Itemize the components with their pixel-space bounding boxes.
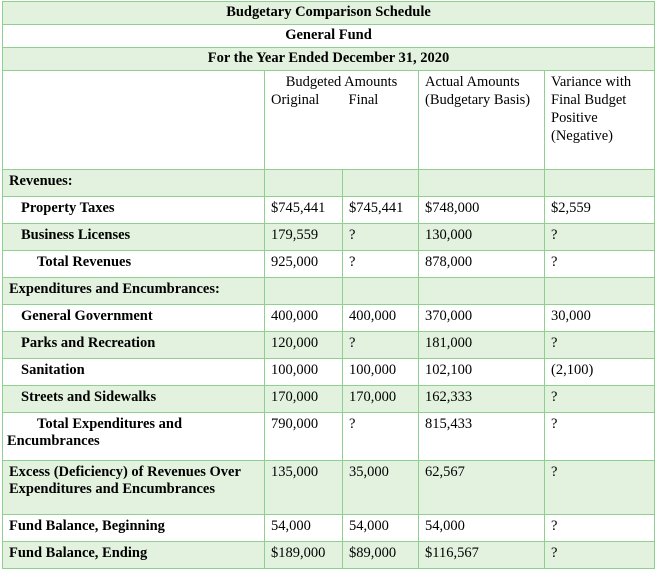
final-cell: 170,000: [343, 386, 419, 413]
original-cell: 120,000: [265, 332, 343, 359]
actual-cell: [419, 278, 545, 305]
row-label: General Government: [3, 305, 265, 332]
table-row: [3, 224, 655, 251]
original-cell: 925,000: [265, 251, 343, 278]
final-cell: [343, 170, 419, 197]
original-cell: [265, 170, 343, 197]
original-cell: $745,441: [265, 197, 343, 224]
row-label: Streets and Sidewalks: [3, 386, 265, 413]
table-row: [3, 542, 655, 569]
table-row: [3, 251, 655, 278]
variance-cell: $2,559: [545, 197, 655, 224]
actual-cell: $116,567: [419, 542, 545, 569]
final-cell: 400,000: [343, 305, 419, 332]
actual-header: Actual Amounts (Budgetary Basis): [419, 71, 545, 170]
actual-cell: 54,000: [419, 515, 545, 542]
final-header: Final: [343, 91, 419, 169]
final-cell: [343, 278, 419, 305]
table-row: [3, 170, 655, 197]
row-label-text: Total Expenditures and Encumbrances: [7, 416, 183, 449]
actual-cell: 130,000: [419, 224, 545, 251]
variance-cell: (2,100): [545, 359, 655, 386]
title-row: [3, 2, 655, 25]
actual-cell: 162,333: [419, 386, 545, 413]
table-row: [3, 359, 655, 386]
original-cell: 179,559: [265, 224, 343, 251]
final-cell: 54,000: [343, 515, 419, 542]
row-label: Business Licenses: [3, 224, 265, 251]
fund-name: General Fund: [3, 25, 655, 48]
fund-row: [3, 25, 655, 48]
column-header-row: [3, 71, 655, 92]
period-row: [3, 48, 655, 71]
row-label: Expenditures and Encumbrances:: [3, 278, 265, 305]
original-cell: 54,000: [265, 515, 343, 542]
variance-header: Variance with Final Budget Positive (Negative): [545, 71, 655, 170]
table-row: [3, 461, 655, 515]
variance-cell: ?: [545, 386, 655, 413]
budgeted-amounts-header: Budgeted Amounts: [265, 71, 419, 92]
table-row: [3, 197, 655, 224]
original-cell: 400,000: [265, 305, 343, 332]
actual-cell: 370,000: [419, 305, 545, 332]
final-cell: ?: [343, 224, 419, 251]
original-cell: 100,000: [265, 359, 343, 386]
column-header-blank: [3, 71, 265, 170]
original-cell: 790,000: [265, 413, 343, 461]
final-cell: 100,000: [343, 359, 419, 386]
variance-cell: ?: [545, 332, 655, 359]
table-row: [3, 413, 655, 461]
row-label: Excess (Deficiency) of Revenues Over Expenditures and Encumbrances: [3, 461, 265, 515]
final-cell: $745,441: [343, 197, 419, 224]
period-label: For the Year Ended December 31, 2020: [3, 48, 655, 71]
variance-cell: ?: [545, 224, 655, 251]
row-label: Revenues:: [3, 170, 265, 197]
row-label: Property Taxes: [3, 197, 265, 224]
original-cell: [265, 278, 343, 305]
final-cell: 35,000: [343, 461, 419, 515]
row-label: [3, 413, 265, 461]
table-title: Budgetary Comparison Schedule: [3, 2, 655, 25]
actual-cell: 102,100: [419, 359, 545, 386]
row-label: Sanitation: [3, 359, 265, 386]
original-cell: 135,000: [265, 461, 343, 515]
variance-cell: ?: [545, 542, 655, 569]
variance-cell: [545, 278, 655, 305]
variance-cell: 30,000: [545, 305, 655, 332]
actual-cell: 181,000: [419, 332, 545, 359]
table-row: [3, 278, 655, 305]
variance-cell: ?: [545, 515, 655, 542]
table-row: [3, 515, 655, 542]
final-cell: ?: [343, 332, 419, 359]
actual-cell: 62,567: [419, 461, 545, 515]
original-header: Original: [265, 91, 343, 169]
original-cell: 170,000: [265, 386, 343, 413]
table-row: [3, 386, 655, 413]
variance-cell: ?: [545, 413, 655, 461]
final-cell: ?: [343, 413, 419, 461]
original-cell: $189,000: [265, 542, 343, 569]
variance-cell: ?: [545, 461, 655, 515]
actual-cell: 815,433: [419, 413, 545, 461]
actual-cell: [419, 170, 545, 197]
actual-cell: $748,000: [419, 197, 545, 224]
budget-table: [2, 1, 655, 569]
variance-cell: [545, 170, 655, 197]
final-cell: ?: [343, 251, 419, 278]
row-label: Parks and Recreation: [3, 332, 265, 359]
actual-cell: 878,000: [419, 251, 545, 278]
row-label: Fund Balance, Ending: [3, 542, 265, 569]
table-row: [3, 332, 655, 359]
row-label: Total Revenues: [3, 251, 265, 278]
table-row: [3, 305, 655, 332]
variance-cell: ?: [545, 251, 655, 278]
final-cell: $89,000: [343, 542, 419, 569]
row-label: Fund Balance, Beginning: [3, 515, 265, 542]
